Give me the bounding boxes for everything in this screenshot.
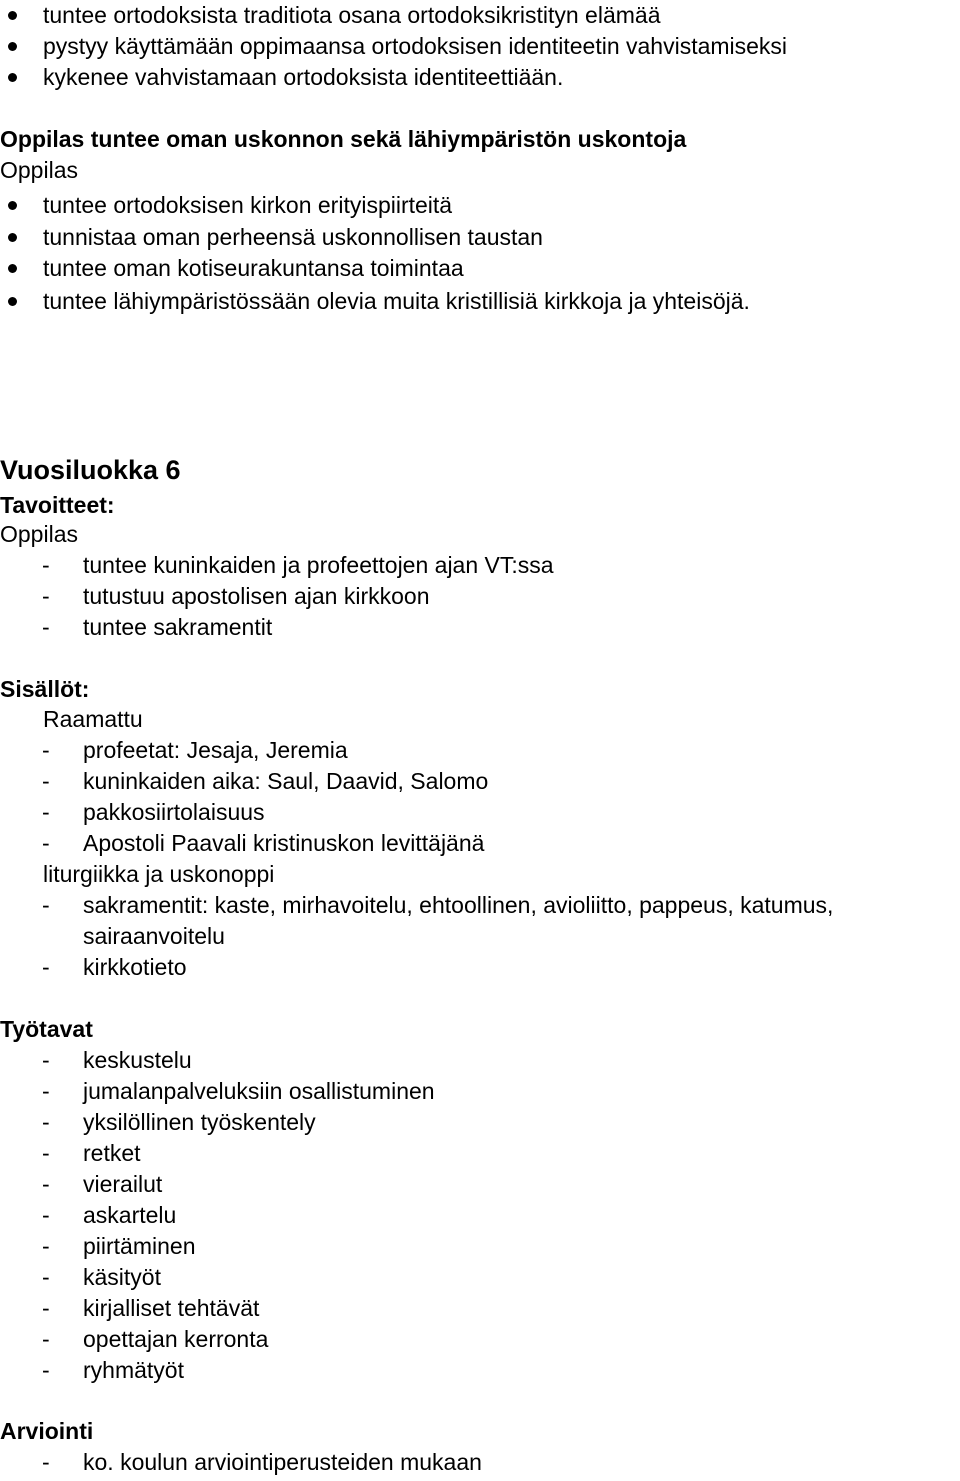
subject-label: Oppilas — [0, 521, 78, 547]
grade-title: Vuosiluokka 6 — [0, 455, 181, 485]
bullet-icon — [8, 297, 17, 306]
bullet-icon — [8, 11, 17, 20]
goals-label: Tavoitteet: — [0, 492, 115, 518]
assessment-label: Arviointi — [0, 1418, 94, 1444]
methods-label: Työtavat — [0, 1016, 93, 1042]
subject-label: Oppilas — [0, 157, 78, 183]
bullet-icon — [8, 233, 17, 242]
contents-label: Sisällöt: — [0, 676, 90, 702]
bullet-icon — [8, 264, 17, 273]
bullet-icon — [8, 42, 17, 51]
bullet-icon — [8, 73, 17, 82]
bullet-icon — [8, 201, 17, 210]
section-heading: Oppilas tuntee oman uskonnon sekä lähiympäristön uskontoja — [0, 126, 687, 152]
